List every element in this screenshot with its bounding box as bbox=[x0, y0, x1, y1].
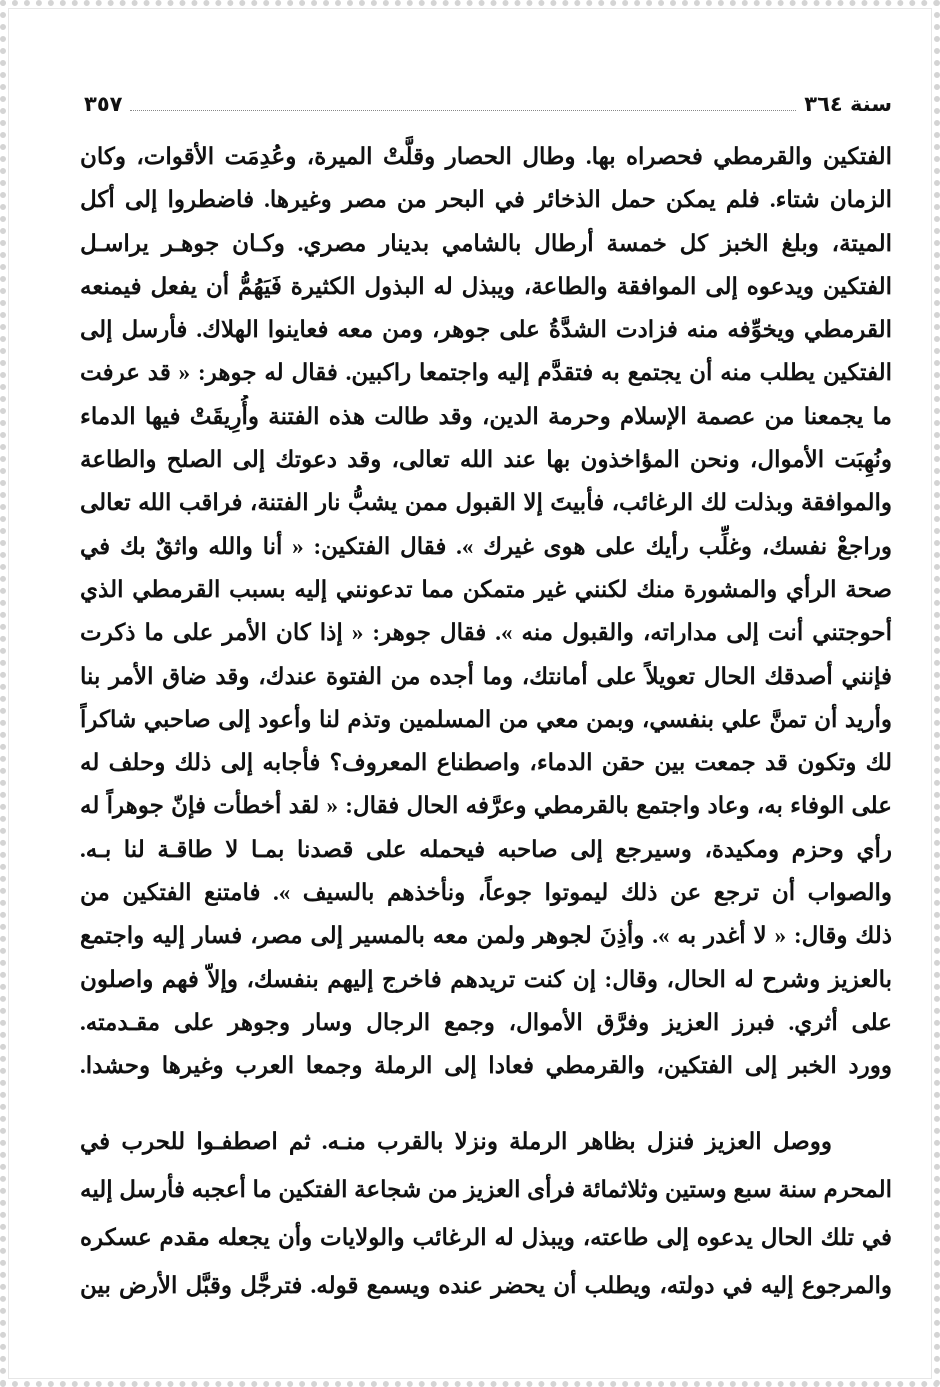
text-line: والموافقة وبذلت لك الرغائب، فأبيتَ إلا القبول ممن يشبُّ نار الفتنة، فراقب الله تعالى bbox=[80, 490, 892, 516]
text-line: القرمطي ويخوِّفه منه فزادت الشدَّةُ على جوهر، ومن معه فعاينوا الهلاك. فأرسل إلى bbox=[80, 317, 892, 343]
text-line: بالعزيز وشرح له الحال، وقال: إن كنت تريدهم فاخرج إليهم بنفسك، وإلاّ فهم واصلون bbox=[80, 966, 892, 992]
text-line: والصواب أن ترجع عن ذلك ليموتوا جوعاً، ونأخذهم بالسيف ». فامتنع الفتكين من bbox=[80, 880, 892, 906]
text-line: رأي وحزم ومكيدة، وسيرجع إلى صاحبه فيحمله على قصدنا بمـا لا طاقـة لنا بـه. bbox=[80, 836, 892, 862]
text-line: الميتة، وبلغ الخبز كل خمسة أرطال بالشامي بدينار مصري. وكـان جوهـر يراسـل bbox=[80, 230, 892, 256]
running-title: سنة ٣٦٤ bbox=[804, 92, 892, 116]
text-line: الفتكين ويدعوه إلى الموافقة والطاعة، ويبذل له البذول الكثيرة فَيَهُمُّ أن يفعل فيمنعه bbox=[80, 273, 892, 299]
running-header bbox=[84, 90, 892, 118]
text-line: صحة الرأي والمشورة منك لكنني غير متمكن مما تدعونني إليه بسبب القرمطي الذي bbox=[80, 576, 892, 602]
text-line: ذلك وقال: « لا أغدر به ». وأذِنَ لجوهر ولمن معه بالمسير إلى مصر، فسار إليه واجتمع bbox=[80, 923, 892, 949]
paragraph-1 bbox=[80, 135, 892, 1088]
header-dotted-rule bbox=[130, 98, 796, 111]
text-line: المحرم سنة سبع وستين وثلاثمائة فرأى العزيز من شجاعة الفتكين ما أعجبه فأرسل إليه bbox=[80, 1177, 892, 1202]
text-line: وورد الخبر إلى الفتكين، والقرمطي فعادا إلى الرملة وجمعا العرب وغيرها وحشدا. bbox=[80, 1053, 892, 1079]
text-line: وراجعْ نفسك، وغلِّب رأيك على هوى غيرك ». فقال الفتكين: « أنا والله واثقٌ بك في bbox=[80, 533, 892, 559]
text-line: ما يجمعنا من عصمة الإسلام وحرمة الدين، وقد طالت هذه الفتنة وأُرِيقَتْ فيها الدماء bbox=[80, 403, 892, 429]
page-number: ٣٥٧ bbox=[84, 92, 123, 116]
text-line: أحوجتني أنت إلى مداراته، والقبول منه ». فقال جوهر: « إذا كان الأمر على ما ذكرت bbox=[80, 620, 892, 646]
text-line: ونُهِبَت الأموال، ونحن المؤاخذون بها عند الله تعالى، وقد دعوتك إلى الصلح والطاعة bbox=[80, 447, 892, 473]
text-line: وأريد أن تمنَّ علي بنفسي، وبمن معي من المسلمين وتذم لنا وأعود إلى صاحبي شاكراً bbox=[80, 706, 892, 732]
paragraph-2 bbox=[80, 1118, 892, 1310]
text-line: فإنني أصدقك الحال تعويلاً على أمانتك، وما أجده من الفتوة عندك، وقد ضاق الأمر بنا bbox=[80, 663, 892, 689]
text-line: الزمان شتاء. فلم يمكن حمل الذخائر في البحر من مصر وغيرها. فاضطروا إلى أكل bbox=[80, 187, 892, 213]
text-line: في تلك الحال يدعوه إلى طاعته، ويبذل له الرغائب والولايات وأن يجعله مقدم عسكره bbox=[80, 1225, 892, 1250]
text-line: على أثري. فبرز العزيز وفرَّق الأموال، وجمع الرجال وسار وجوهر على مقـدمته. bbox=[80, 1009, 892, 1035]
text-line: والمرجوع إليه في دولته، ويطلب أن يحضر عنده ويسمع قوله. فترجَّل وقبَّل الأرض بين bbox=[80, 1273, 892, 1298]
text-line: الفتكين يطلب منه أن يجتمع به فتقدَّم إليه واجتمعا راكبين. فقال له جوهر: « قد عرفت bbox=[80, 360, 892, 386]
text-line: لك وتكون قد جمعت بين حقن الدماء، واصطناع المعروف؟ فأجابه إلى ذلك وحلف له bbox=[80, 750, 892, 776]
text-line: الفتكين والقرمطي فحصراه بها. وطال الحصار وقلَّتْ الميرة، وعُدِمَت الأقوات، وكان bbox=[80, 144, 892, 169]
text-line: ووصل العزيز فنزل بظاهر الرملة ونزلا بالقرب منـه. ثم اصطفـوا للحرب في bbox=[80, 1129, 832, 1154]
text-line: على الوفاء به، وعاد واجتمع بالقرمطي وعرَّفه الحال فقال: « لقد أخطأت فإنّ جوهراً له bbox=[80, 793, 892, 819]
